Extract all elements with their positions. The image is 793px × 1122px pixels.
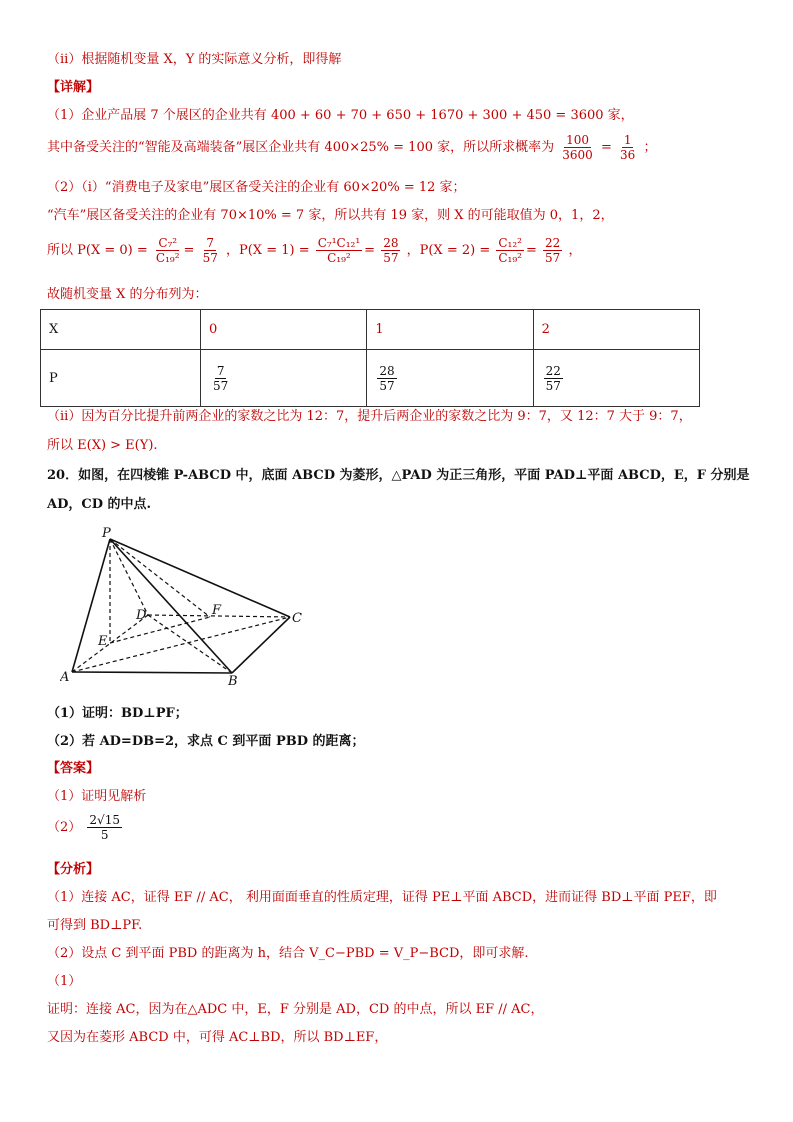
table-cell: 1 (367, 310, 533, 350)
table-cell: X (41, 310, 201, 350)
question-20-stem: AD，CD 的中点. (47, 497, 152, 512)
text-line: （1）企业产品展 7 个展区的企业共有 400 + 60 + 70 + 650 + 1670 + 300 + 450 = 3600 家， (47, 108, 634, 123)
section-tag-xiangjie: 【详解】 (47, 80, 100, 95)
label-a: A (60, 670, 70, 685)
text-line: 又因为在菱形 ABCD 中，可得 AC⊥BD，所以 BD⊥EF， (47, 1030, 388, 1045)
table-cell: $\frac{7}{57}$ (201, 350, 367, 407)
distribution-table (40, 309, 700, 407)
text-line: （1）连接 AC，证得 EF // AC， 利用面面垂直的性质定理，证得 PE⊥平面 ABCD，进而证得 BD⊥平面 PEF，即 (47, 890, 717, 905)
text-line: （1） (47, 974, 82, 989)
answer-2: （2） $\frac{2√15}{5}$ (47, 813, 120, 842)
label-c: C (292, 611, 302, 626)
text-line: 可得到 BD⊥PF. (47, 918, 143, 933)
text-line: （ii）根据随机变量 X，Y 的实际意义分析，即得解 (47, 52, 342, 67)
text-line: （2）（i）“消费电子及家电”展区备受关注的企业有 60×20% = 12 家； (47, 180, 466, 195)
label-p: P (102, 526, 111, 541)
table-cell: 0 (201, 310, 367, 350)
text-line: 所以 E(X) > E(Y). (47, 438, 158, 453)
fraction: $\frac{100}{3600}$ (562, 133, 593, 162)
label-f: F (212, 603, 222, 618)
sub-question-1: （1）证明：BD⊥PF； (47, 706, 188, 721)
text-line: （ii）因为百分比提升前两企业的家数之比为 12：7，提升后两企业的家数之比为 9：7，又 12：7 大于 9：7， (47, 409, 692, 424)
label-e: E (98, 634, 108, 649)
text-line: 故随机变量 X 的分布列为： (47, 287, 208, 302)
answer-1: （1）证明见解析 (47, 789, 147, 804)
table-cell: 2 (533, 310, 699, 350)
label-d: D (136, 608, 147, 623)
section-tag-daan: 【答案】 (47, 761, 100, 776)
text-line: 证明：连接 AC，因为在△ADC 中，E，F 分别是 AD，CD 的中点，所以 EF // AC， (47, 1002, 544, 1017)
sub-question-2: （2）若 AD=DB=2，求点 C 到平面 PBD 的距离； (47, 734, 365, 749)
probability-line: 所以 P(X = 0) = $\frac{\text{C₇²}}{\text{C₁₉²}}$ = $\frac{7}{57}$ ，P(X = 1) = $\frac{\text{C₇¹C₁₂¹}}{\text{C₁₉²}}$ = $\frac{28}{57}$ ，P(X = 2) = $\frac{\text{C₁₂²}}{\text{C₁₉²}}$ = $\frac{22}{57}$ ， (47, 236, 582, 265)
text-line: （2）设点 C 到平面 PBD 的距离为 h，结合 V_C−PBD = V_P−BCD，即可求解. (47, 946, 529, 961)
label-b: B (228, 674, 238, 685)
table-cell: $\frac{28}{57}$ (367, 350, 533, 407)
fraction: $\frac{1}{36}$ (620, 133, 636, 162)
table-cell: P (41, 350, 201, 407)
table-cell: $\frac{22}{57}$ (533, 350, 699, 407)
text-line: 其中备受关注的“智能及高端装备”展区企业共有 400×25% = 100 家，所以所求概率为 $\frac{100}{3600}$ = $\frac{1}{36}$ ； (47, 133, 657, 162)
pyramid-figure (60, 525, 310, 685)
question-20-stem: 20．如图，在四棱锥 P-ABCD 中，底面 ABCD 为菱形，△PAD 为正三角形，平面 PAD⊥平面 ABCD，E，F 分别是 (47, 468, 750, 483)
text-line: “汽车”展区备受关注的企业有 70×10% = 7 家，所以共有 19 家，则 X 的可能取值为 0，1，2， (47, 208, 614, 223)
section-tag-fenxi: 【分析】 (47, 862, 100, 877)
